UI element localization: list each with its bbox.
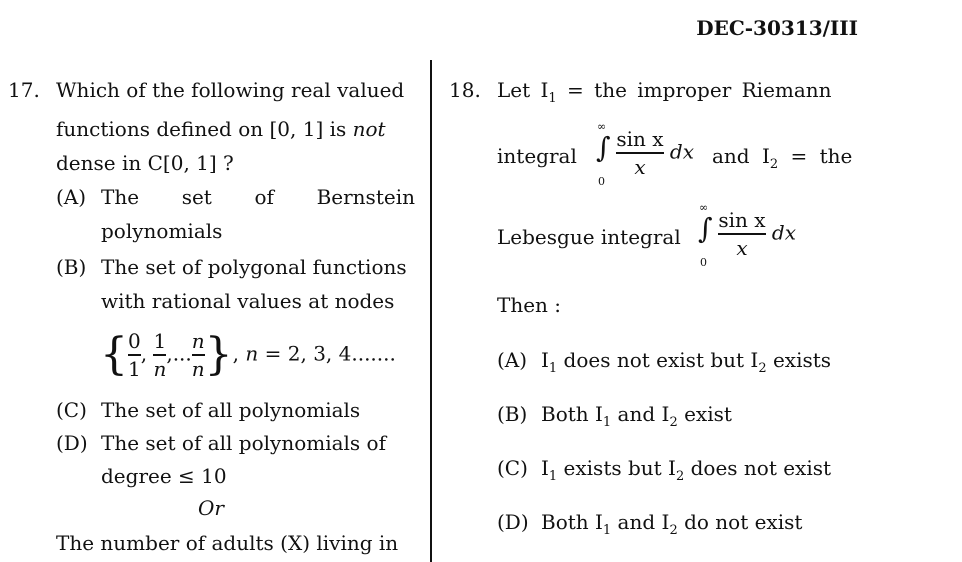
subscript: 1 bbox=[548, 469, 558, 484]
q17-node-set-expression: { $\frac{0}{1}$ , $\frac{1}{n}$ ,... $\frac{n}{n}$ }, n = 2, 3, 4....... bbox=[100, 328, 396, 381]
node-variable: n bbox=[245, 341, 259, 366]
page-code-header: DEC-30313/III bbox=[696, 16, 858, 40]
option-text: exists bbox=[766, 348, 832, 372]
left-brace: { bbox=[100, 328, 128, 380]
q18-lebesgue-integral bbox=[696, 201, 796, 269]
option-text: and I bbox=[611, 402, 670, 426]
ellipsis: ... bbox=[172, 341, 192, 366]
integral-sign bbox=[594, 120, 611, 188]
q18-option-b-text bbox=[541, 404, 732, 429]
q17-stem-emphasis: not bbox=[352, 117, 386, 141]
q18-then: Then : bbox=[497, 293, 562, 317]
fraction-1-over-n bbox=[153, 330, 166, 380]
integral-upper-limit: ∞ bbox=[597, 120, 607, 133]
q18-option-d-text bbox=[541, 512, 802, 537]
q17-option-a-word: Bernstein bbox=[316, 185, 415, 209]
integral-lower-limit: 0 bbox=[598, 175, 605, 188]
q17-or-separator: Or bbox=[198, 496, 224, 520]
fraction-denominator: n bbox=[191, 356, 205, 381]
right-brace: } bbox=[204, 328, 233, 380]
fraction-numerator: 0 bbox=[128, 329, 141, 353]
subscript: 2 bbox=[758, 361, 767, 376]
differential: dx bbox=[669, 139, 694, 164]
q17-number: 17. bbox=[8, 78, 40, 102]
q18-integral1-post bbox=[712, 146, 852, 171]
q17-alternate-stem: The number of adults (X) living in bbox=[56, 531, 399, 555]
integral-lower-limit: 0 bbox=[700, 256, 707, 269]
q18-stem-text: and I bbox=[712, 144, 770, 168]
q17-option-a-line2: polynomials bbox=[101, 219, 223, 243]
option-text: and I bbox=[611, 510, 670, 534]
node-range: = 2, 3, 4....... bbox=[258, 341, 396, 366]
q17-option-b-label: (B) bbox=[56, 255, 87, 279]
q18-riemann-integral bbox=[594, 120, 694, 188]
q18-stem-text: Let I bbox=[497, 78, 549, 102]
subscript: 2 bbox=[769, 157, 779, 172]
fraction-numerator: 1 bbox=[153, 329, 167, 353]
integral-symbol: ∫ bbox=[698, 212, 713, 245]
subscript: 1 bbox=[548, 91, 557, 106]
q18-option-a-text bbox=[541, 350, 831, 375]
fraction-denominator: x bbox=[634, 154, 646, 179]
q18-integral2-pre: Lebesgue integral bbox=[497, 225, 681, 249]
option-text: do not exist bbox=[677, 510, 803, 534]
fraction-numerator: sin x bbox=[718, 208, 766, 233]
q17-stem-line3: dense in C[0, 1] ? bbox=[56, 151, 234, 175]
q17-option-b-line2: with rational values at nodes bbox=[101, 289, 395, 313]
q18-stem-text: = the bbox=[778, 144, 853, 168]
fraction-n-over-n bbox=[192, 330, 205, 380]
fraction-numerator: n bbox=[191, 329, 205, 353]
subscript: 2 bbox=[669, 523, 678, 538]
fraction-sinx-over-x bbox=[616, 128, 663, 178]
subscript: 2 bbox=[669, 415, 678, 430]
fraction-0-over-1 bbox=[128, 330, 141, 380]
q17-option-d-line2: degree ≤ 10 bbox=[101, 464, 227, 488]
q18-option-b-label: (B) bbox=[497, 402, 528, 426]
q18-integral1-pre: integral bbox=[497, 144, 577, 168]
integral-sign bbox=[696, 201, 713, 269]
q17-option-a-label: (A) bbox=[56, 185, 87, 209]
option-text: exists but I bbox=[557, 456, 676, 480]
subscript: 1 bbox=[548, 361, 558, 376]
option-text: Both I bbox=[541, 510, 603, 534]
column-divider bbox=[430, 60, 432, 562]
option-text: I bbox=[541, 456, 549, 480]
option-text: exist bbox=[677, 402, 732, 426]
q17-option-a-line1 bbox=[101, 187, 415, 207]
integral-upper-limit: ∞ bbox=[699, 201, 709, 214]
q17-option-d-line1: The set of all polynomials of bbox=[101, 431, 386, 455]
q17-option-a-word: set bbox=[181, 185, 212, 209]
q17-stem-line2 bbox=[56, 119, 386, 139]
q17-option-c-label: (C) bbox=[56, 398, 87, 422]
option-text: Both I bbox=[541, 402, 603, 426]
fraction-denominator: n bbox=[153, 356, 167, 381]
fraction-denominator: x bbox=[736, 235, 748, 260]
q18-stem-line1 bbox=[497, 80, 832, 105]
fraction-numerator: sin x bbox=[616, 127, 664, 152]
q18-option-c-text bbox=[541, 458, 831, 483]
q17-stem-line2-text: functions defined on [0, 1] is bbox=[56, 117, 347, 141]
option-text: does not exist but I bbox=[557, 348, 759, 372]
differential: dx bbox=[771, 220, 796, 245]
q18-number: 18. bbox=[449, 78, 481, 102]
q17-option-d-label: (D) bbox=[56, 431, 88, 455]
q17-option-a-word: of bbox=[254, 185, 274, 209]
q18-option-a-label: (A) bbox=[497, 348, 528, 372]
subscript: 1 bbox=[602, 415, 612, 430]
q18-option-c-label: (C) bbox=[497, 456, 528, 480]
fraction-sinx-over-x bbox=[718, 209, 765, 259]
q18-stem-text: = the improper Riemann bbox=[556, 78, 832, 102]
subscript: 2 bbox=[675, 469, 685, 484]
option-text: does not exist bbox=[684, 456, 832, 480]
option-text: I bbox=[541, 348, 549, 372]
q18-option-d-label: (D) bbox=[497, 510, 529, 534]
integral-symbol: ∫ bbox=[596, 131, 611, 164]
fraction-denominator: 1 bbox=[128, 356, 141, 381]
q17-option-a-word: The bbox=[101, 185, 140, 209]
q17-option-c-text: The set of all polynomials bbox=[101, 398, 361, 422]
subscript: 1 bbox=[602, 523, 612, 538]
q17-option-b-line1: The set of polygonal functions bbox=[101, 255, 407, 279]
q17-stem-line1: Which of the following real valued bbox=[56, 78, 405, 102]
